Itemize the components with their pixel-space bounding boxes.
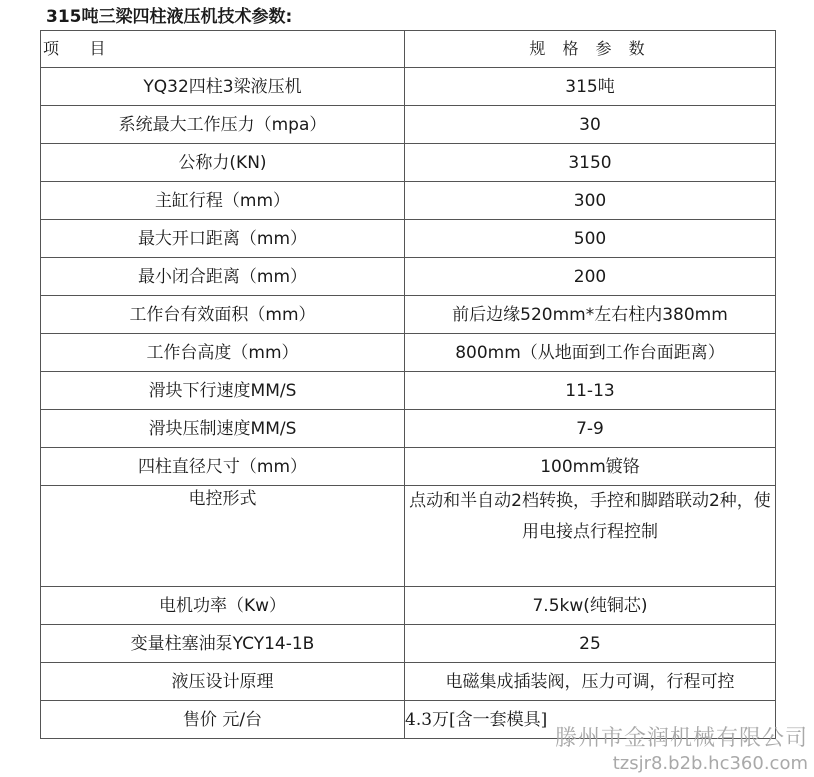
- table-row: [41, 486, 776, 587]
- param-value: 300: [405, 182, 776, 220]
- table-row: [41, 106, 776, 144]
- table-row: [41, 68, 776, 106]
- table-row: [41, 410, 776, 448]
- table-row: [41, 372, 776, 410]
- param-value: 315吨: [405, 68, 776, 106]
- param-value: 30: [405, 106, 776, 144]
- param-value: 点动和半自动2档转换，手控和脚踏联动2种，使用电接点行程控制: [405, 486, 776, 587]
- param-value: 100mm镀铬: [405, 448, 776, 486]
- page-title: 315吨三梁四柱液压机技术参数:: [46, 7, 293, 27]
- table-row: [41, 182, 776, 220]
- header-item-column: 项 目: [41, 31, 405, 68]
- table-row: [41, 144, 776, 182]
- param-value: 前后边缘520mm*左右柱内380mm: [405, 296, 776, 334]
- param-value: 3150: [405, 144, 776, 182]
- watermark-url: tzsjr8.b2b.hc360.com: [612, 753, 808, 774]
- param-name: 液压设计原理: [41, 663, 405, 701]
- table-row: [41, 296, 776, 334]
- param-name: 售价 元/台: [41, 701, 405, 739]
- param-name: 电控形式: [41, 486, 405, 587]
- table-row: [41, 587, 776, 625]
- table-row: [41, 625, 776, 663]
- table-row: [41, 663, 776, 701]
- table-row: [41, 220, 776, 258]
- param-value: 电磁集成插装阀，压力可调，行程可控: [405, 663, 776, 701]
- table-row: [41, 448, 776, 486]
- param-name: 公称力(KN): [41, 144, 405, 182]
- param-name: 工作台有效面积（mm）: [41, 296, 405, 334]
- spec-table: [40, 30, 776, 739]
- param-value: 800mm（从地面到工作台面距离）: [405, 334, 776, 372]
- table-row: [41, 701, 776, 739]
- table-row: [41, 258, 776, 296]
- param-name: 四柱直径尺寸（mm）: [41, 448, 405, 486]
- param-name: 工作台高度（mm）: [41, 334, 405, 372]
- param-value: 500: [405, 220, 776, 258]
- param-name: 系统最大工作压力（mpa）: [41, 106, 405, 144]
- param-value: 200: [405, 258, 776, 296]
- param-name: YQ32四柱3梁液压机: [41, 68, 405, 106]
- param-name: 电机功率（Kw）: [41, 587, 405, 625]
- param-value: 25: [405, 625, 776, 663]
- param-value: 7.5kw(纯铜芯): [405, 587, 776, 625]
- table-row: [41, 334, 776, 372]
- header-spec-column: 规 格 参 数: [405, 31, 776, 68]
- param-name: 变量柱塞油泵YCY14-1B: [41, 625, 405, 663]
- watermark-company: 滕州市金润机械有限公司: [554, 726, 808, 751]
- table-header-row: [41, 31, 776, 68]
- param-name: 最小闭合距离（mm）: [41, 258, 405, 296]
- param-value: 7-9: [405, 410, 776, 448]
- param-name: 滑块下行速度MM/S: [41, 372, 405, 410]
- param-name: 主缸行程（mm）: [41, 182, 405, 220]
- param-name: 最大开口距离（mm）: [41, 220, 405, 258]
- param-name: 滑块压制速度MM/S: [41, 410, 405, 448]
- param-value: 4.3万[含一套模具]: [405, 701, 776, 739]
- param-value: 11-13: [405, 372, 776, 410]
